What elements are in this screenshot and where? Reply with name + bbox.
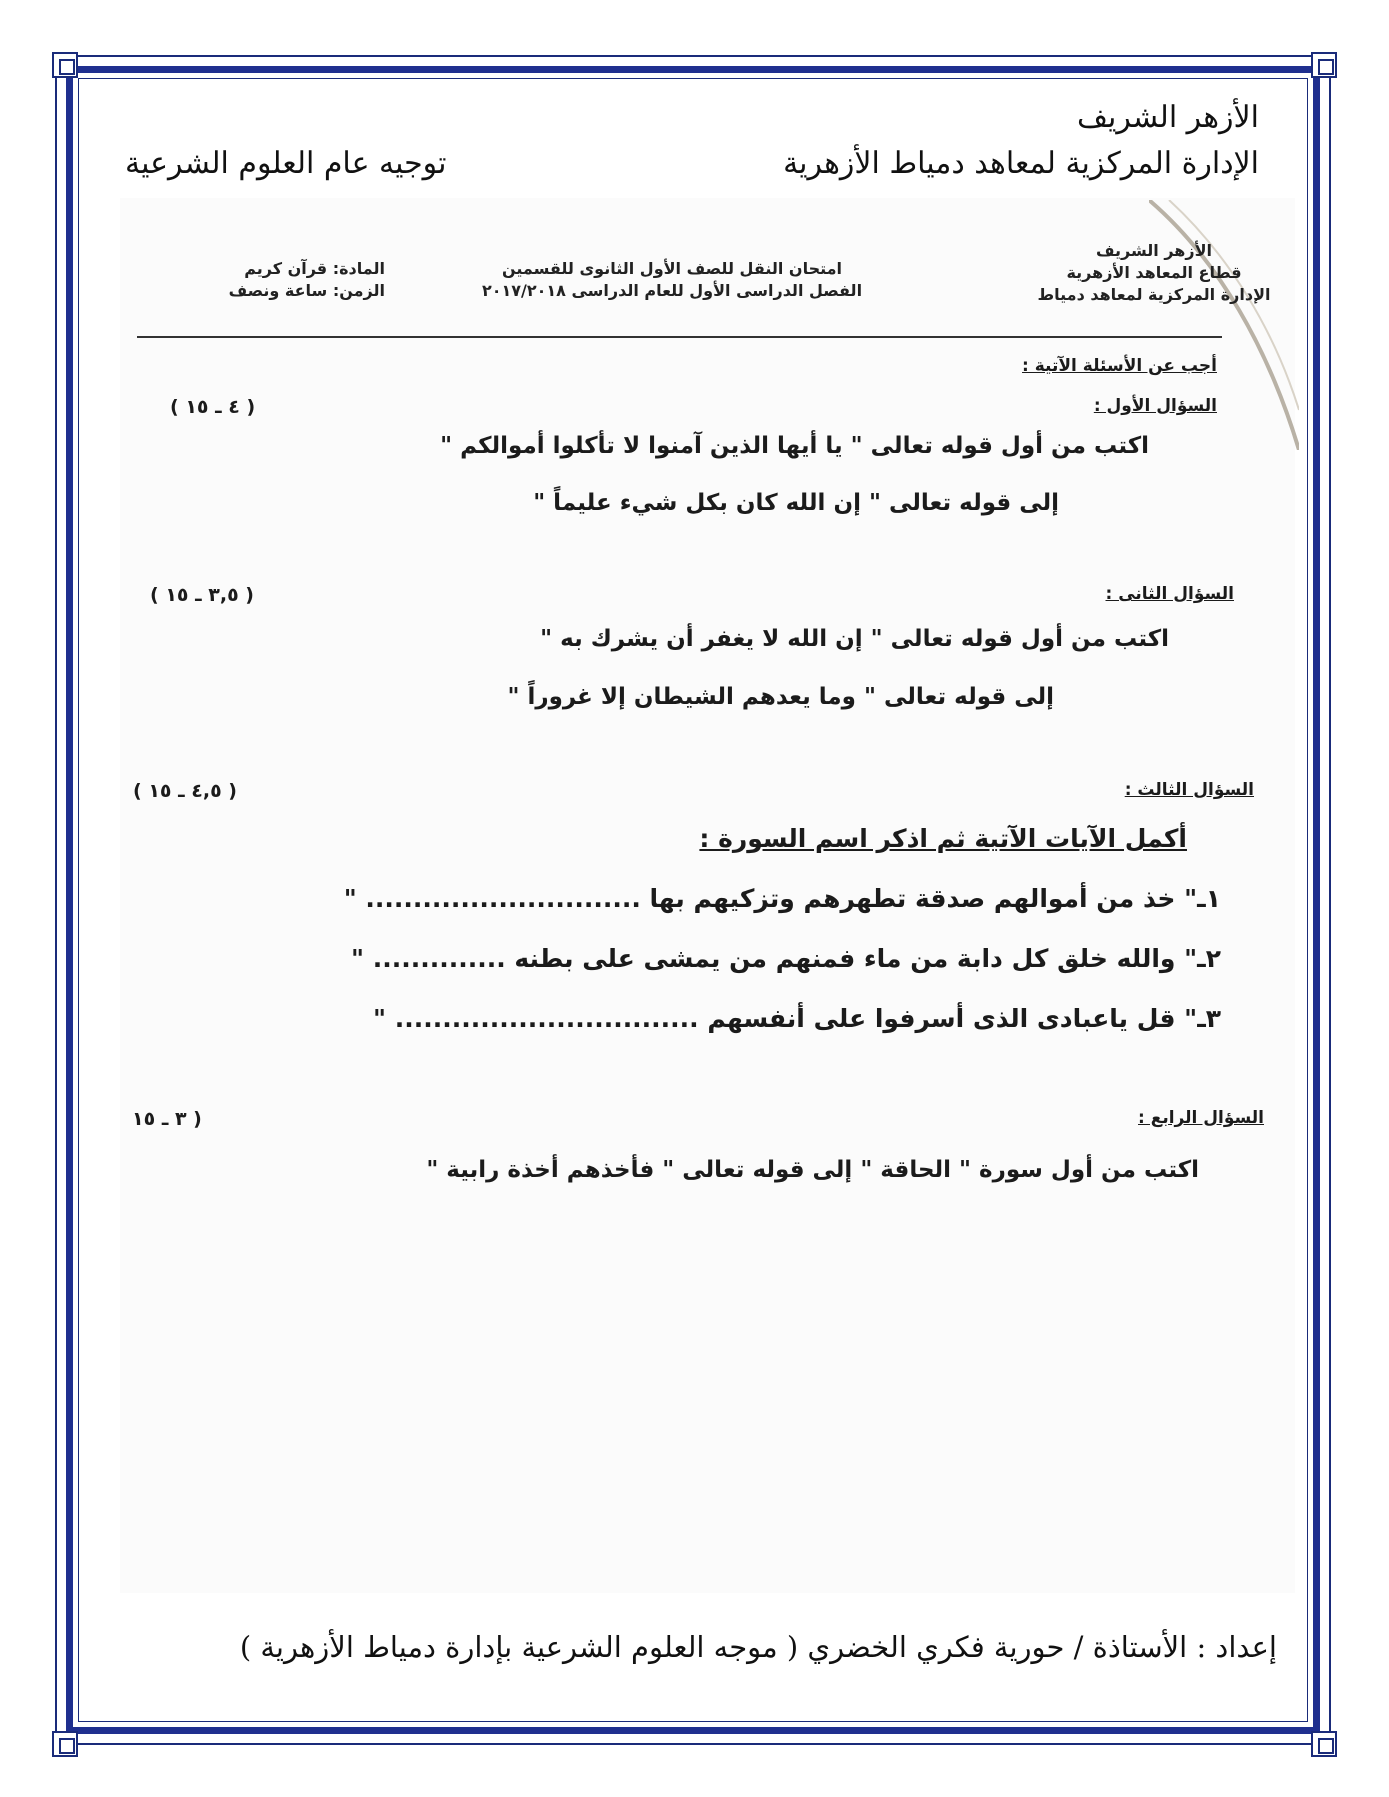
exam-header-left [175,258,385,302]
corner-ornament-top-right [1311,52,1337,78]
corner-ornament-bottom-left [52,1731,78,1757]
question-3-subtitle: أكمل الآيات الآتية ثم اذكر اسم السورة : [699,824,1187,853]
institution-name: الأزهر الشريف [1076,100,1259,135]
instructions: أجب عن الأسئلة الآتية : [1022,356,1217,376]
question-3-item-2: ٢ـ" والله خلق كل دابة من ماء فمنهم من يمشى على بطنه .............. " [351,944,1221,973]
exam-header-line: قطاع المعاهد الأزهرية [1066,263,1242,282]
question-2-marks: ( ٣,٥ ـ ١٥ ) [150,584,254,606]
header-divider [137,336,1222,338]
guidance-name: توجيه عام العلوم الشرعية [125,146,447,181]
exam-title-line: الفصل الدراسى الأول للعام الدراسى ٢٠١٧/٢٠١٨ [481,281,863,300]
question-3-title: السؤال الثالث : [1124,780,1254,800]
question-1-line-2: إلى قوله تعالى " إن الله كان بكل شيء عليماً " [533,490,1059,516]
question-4-line-1: اكتب من أول سورة " الحاقة " إلى قوله تعالى " فأخذهم أخذة رابية " [426,1157,1199,1183]
question-4-marks: ( ٣ ـ ١٥ [132,1108,202,1130]
administration-name: الإدارة المركزية لمعاهد دمياط الأزهرية [783,146,1259,181]
question-2-line-1: اكتب من أول قوله تعالى " إن الله لا يغفر أن يشرك به " [540,626,1169,652]
question-3-marks: ( ٤,٥ ـ ١٥ ) [133,780,237,802]
subject-line: المادة: قرآن كريم [244,259,385,278]
time-line: الزمن: ساعة ونصف [228,281,385,300]
exam-title-line: امتحان النقل للصف الأول الثانوى للقسمين [501,259,843,278]
question-1-marks: ( ٤ ـ ١٥ ) [170,396,256,418]
question-3-item-3: ٣ـ" قل ياعبادى الذى أسرفوا على أنفسهم ................................ " [373,1004,1221,1033]
question-2-line-2: إلى قوله تعالى " وما يعدهم الشيطان إلا غروراً " [507,684,1054,710]
question-1-line-1: اكتب من أول قوله تعالى " يا أيها الذين آمنوا لا تأكلوا أموالكم " [440,433,1149,459]
question-1-title: السؤال الأول : [1093,396,1217,416]
exam-header-center [432,258,912,302]
question-3-item-1: ١ـ" خذ من أموالهم صدقة تطهرهم وتزكيهم بها ............................. " [343,884,1221,913]
corner-ornament-top-left [52,52,78,78]
question-4-title: السؤال الرابع : [1138,1108,1264,1128]
exam-header-line: الأزهر الشريف [1095,241,1212,260]
question-2-title: السؤال الثانى : [1105,584,1234,604]
exam-header-line: الإدارة المركزية لمعاهد دمياط [1037,285,1271,304]
exam-header-right [1019,240,1289,306]
corner-ornament-bottom-right [1311,1731,1337,1757]
prepared-by-footer: إعداد : الأستاذة / حورية فكري الخضري ( موجه العلوم الشرعية بإدارة دمياط الأزهرية ) [239,1630,1277,1664]
